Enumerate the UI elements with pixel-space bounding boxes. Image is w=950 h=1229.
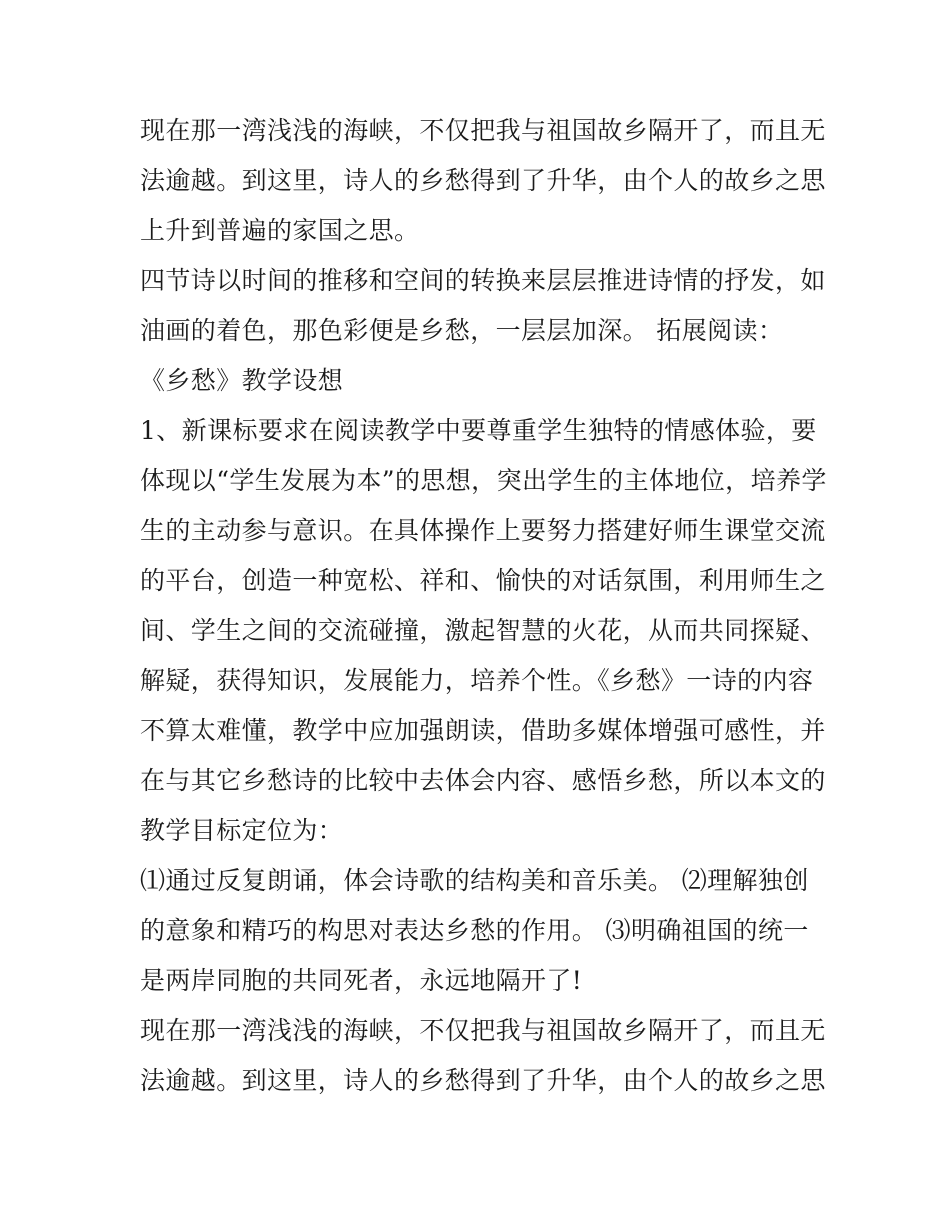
document-body (140, 106, 827, 1106)
text-line: 四节诗以时间的推移和空间的转换来层层推进诗情的抒发，如 (140, 266, 826, 295)
text-line: 现在那一湾浅浅的海峡，不仅把我与祖国故乡隔开了，而且无 (140, 1016, 826, 1045)
text-line: 油画的着色，那色彩便是乡愁，一层层加深。 拓展阅读： (140, 316, 784, 345)
text-line: ⑴通过反复朗诵，体会诗歌的结构美和音乐美。 ⑵理解独创 (140, 866, 809, 895)
text-line: 解疑，获得知识，发展能力，培养个性。《乡愁》一诗的内容 (140, 666, 814, 695)
text-line: 生的主动参与意识。在具体操作上要努力搭建好师生课堂交流 (140, 516, 826, 545)
text-line: 现在那一湾浅浅的海峡，不仅把我与祖国故乡隔开了，而且无 (140, 116, 826, 145)
text-line: 不算太难懂，教学中应加强朗读，借助多媒体增强可感性，并 (140, 716, 826, 745)
section-heading: 《乡愁》教学设想 (140, 366, 344, 395)
text-line: 的意象和精巧的构思对表达乡愁的作用。 ⑶明确祖国的统一 (140, 916, 809, 945)
text-line: 的平台，创造一种宽松、祥和、愉快的对话氛围，利用师生之 (140, 566, 826, 595)
text-line: 教学目标定位为： (140, 816, 344, 845)
text-line: 法逾越。到这里，诗人的乡愁得到了升华，由个人的故乡之思 (140, 166, 826, 195)
text-line: 上升到普遍的家国之思。 (140, 216, 420, 245)
text-line: 1、新课标要求在阅读教学中要尊重学生独特的情感体验，要 (140, 416, 817, 445)
text-line: 间、学生之间的交流碰撞，激起智慧的火花，从而共同探疑、 (140, 616, 826, 645)
text-line: 体现以“学生发展为本”的思想，突出学生的主体地位，培养学 (140, 466, 827, 495)
text-line: 法逾越。到这里，诗人的乡愁得到了升华，由个人的故乡之思 (140, 1066, 826, 1095)
text-line: 是两岸同胞的共同死者，永远地隔开了! (140, 966, 583, 995)
text-line: 在与其它乡愁诗的比较中去体会内容、感悟乡愁，所以本文的 (140, 766, 826, 795)
